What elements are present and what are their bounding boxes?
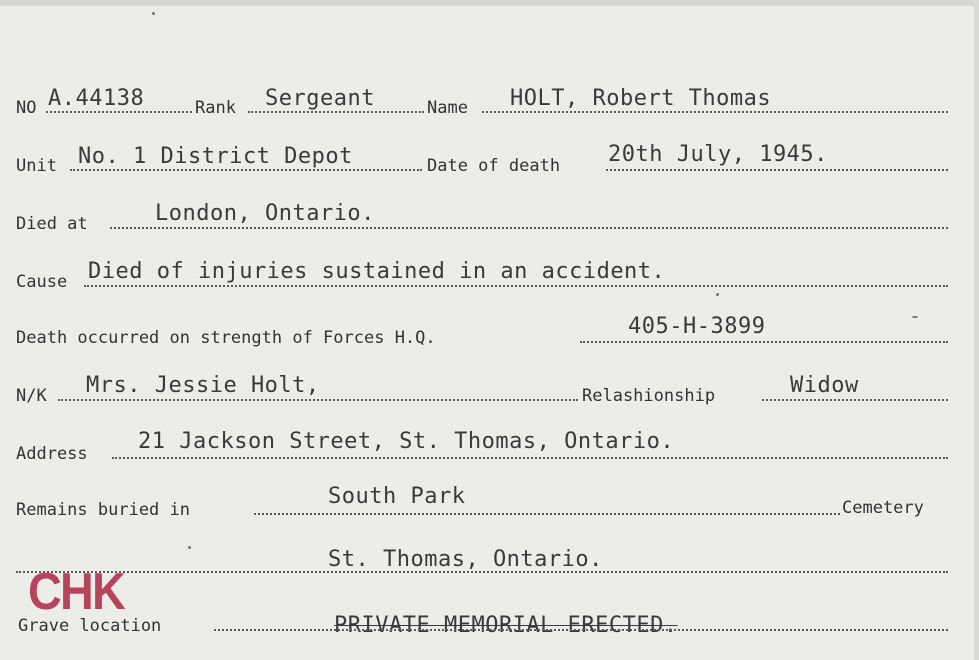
paper-speck — [716, 293, 719, 296]
grave-location-value: PRIVATE MEMORIAL ERECTED. — [334, 613, 678, 638]
rank-dotted-line — [248, 111, 424, 113]
no-label: NO — [16, 98, 37, 118]
remains-buried-value: South Park — [328, 484, 466, 509]
strength-dotted-line — [580, 341, 948, 343]
cause-dotted-line — [84, 285, 948, 287]
remains-buried-label: Remains buried in — [16, 500, 190, 520]
address-dotted-line — [112, 457, 948, 459]
relationship-value: Widow — [790, 373, 859, 398]
relationship-dotted-line — [762, 399, 948, 401]
chk-stamp: CHK — [28, 563, 125, 621]
remains-dotted-line — [254, 513, 840, 515]
relationship-label: Relashionship — [582, 386, 716, 406]
strength-label: Death occurred on strength of Forces H.Q. — [16, 328, 436, 348]
burial-place-value: St. Thomas, Ontario. — [328, 547, 603, 572]
rank-label: Rank — [195, 98, 236, 118]
grave-location-label: Grave location — [18, 616, 162, 636]
rank-value: Sergeant — [265, 86, 375, 111]
next-of-kin-label: N/K — [16, 386, 47, 406]
unit-dotted-line — [70, 169, 422, 171]
next-of-kin-value: Mrs. Jessie Holt, — [86, 373, 320, 398]
paper-speck — [188, 546, 191, 549]
next-of-kin-dotted-line — [58, 399, 578, 401]
name-value: HOLT, Robert Thomas — [510, 86, 772, 111]
burial-place-dotted-line — [16, 571, 948, 573]
address-label: Address — [16, 444, 88, 464]
name-dotted-line — [482, 111, 948, 113]
no-value: A.44138 — [48, 86, 145, 111]
address-value: 21 Jackson Street, St. Thomas, Ontario. — [138, 429, 675, 454]
died-at-value: London, Ontario. — [155, 201, 375, 226]
strength-value: 405-H-3899 — [628, 314, 766, 339]
paper-speck — [152, 12, 155, 15]
date-of-death-value: 20th July, 1945. — [608, 142, 828, 167]
date-of-death-label: Date of death — [427, 156, 561, 176]
died-at-dotted-line — [110, 227, 948, 229]
cemetery-label: Cemetery — [842, 498, 924, 518]
unit-label: Unit — [16, 156, 57, 176]
unit-value: No. 1 District Depot — [78, 144, 353, 169]
name-label: Name — [427, 98, 468, 118]
date-dotted-line — [606, 169, 948, 171]
died-at-label: Died at — [16, 214, 88, 234]
paper-speck — [912, 316, 918, 318]
cause-value: Died of injuries sustained in an accident. — [88, 259, 666, 284]
cause-label: Cause — [16, 272, 68, 292]
grave-location-dotted-line — [214, 629, 948, 631]
no-dotted-line — [46, 111, 192, 113]
